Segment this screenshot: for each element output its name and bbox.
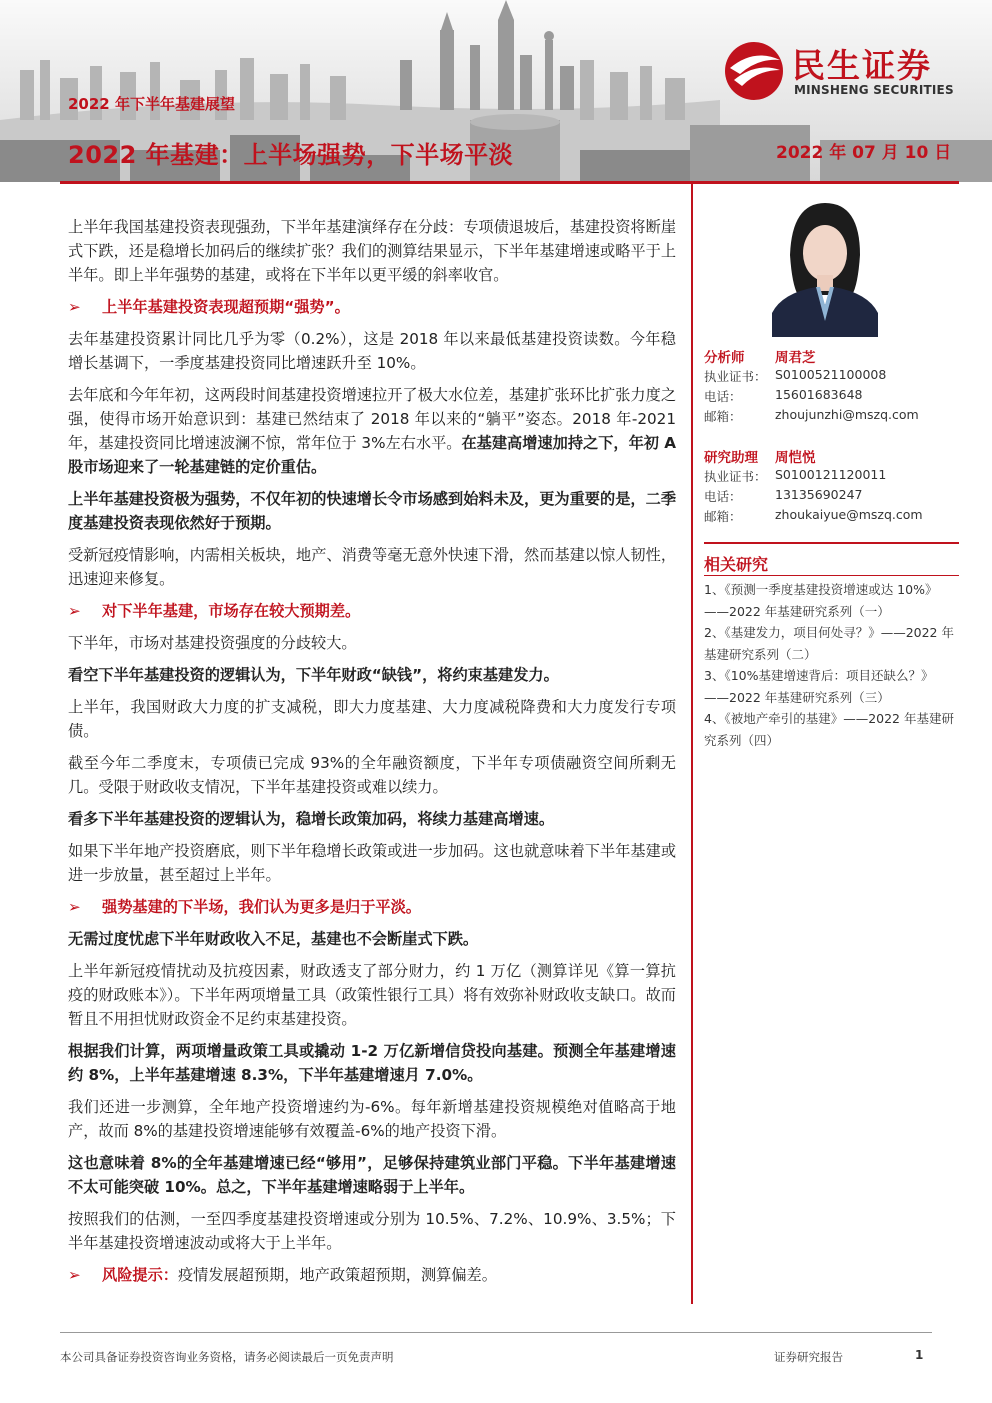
assistant-name: 周恺悦 (775, 450, 816, 466)
phone-number: 15601683648 (775, 387, 863, 402)
summary-body (68, 215, 676, 1287)
arrow-bullet-icon: ➢ (68, 898, 81, 916)
arrow-bullet-icon: ➢ (68, 602, 81, 620)
phone-label: 电话： (704, 489, 742, 504)
risk-label: 风险提示： (102, 1266, 178, 1284)
header-divider-right (692, 181, 959, 184)
arrow-bullet-icon: ➢ (68, 1266, 81, 1284)
email-label: 邮箱： (704, 509, 742, 524)
paragraph-bold: 根据我们计算，两项增量政策工具或撬动 1-2 万亿新增信贷投向基建。预测全年基建增速约 8%，上半年基建增速 8.3%，下半年基建增速月 7.0%。 (68, 1042, 676, 1084)
footer-divider (60, 1332, 932, 1333)
cert-number: S0100521100008 (775, 367, 887, 382)
logo-chinese-name: 民生证券 (792, 46, 932, 85)
analyst-name: 周君芝 (775, 350, 816, 366)
related-divider (704, 575, 959, 576)
page-number: 1 (915, 1348, 924, 1362)
email-link[interactable]: zhoujunzhi@mszq.com (775, 407, 919, 422)
paragraph: 截至今年二季度末，专项债已完成 93%的全年融资额度，下半年专项债融资空间所剩无几。受限于财政收支情况，下半年基建投资或难以续力。 (68, 754, 676, 796)
email-label: 邮箱： (704, 409, 742, 424)
paragraph: 受新冠疫情影响，内需相关板块，地产、消费等毫无意外快速下滑，然而基建以惊人韧性，迅速迎来修复。 (68, 546, 676, 588)
arrow-bullet-icon: ➢ (68, 298, 81, 316)
phone-label: 电话： (704, 389, 742, 404)
paragraph-bold: 这也意味着 8%的全年基建增速已经“够用”，足够保持建筑业部门平稳。下半年基建增速不太可能突破 10%。总之，下半年基建增速略弱于上半年。 (68, 1154, 676, 1196)
paragraph: 上半年新冠疫情扰动及抗疫因素，财政透支了部分财力，约 1 万亿（测算详见《算一算抗疫的财政账本》）。下半年两项增量工具（政策性银行工具）将有效弥补财政收支缺口。故而暂且不用担忧财政资金不足约束基建投资。 (68, 962, 676, 1028)
column-divider (691, 184, 693, 1304)
analyst-role: 分析师 (704, 350, 745, 366)
related-research-title: 相关研究 (704, 555, 769, 574)
related-research-list (704, 579, 956, 751)
paragraph: 上半年我国基建投资表现强劲，下半年基建演绎存在分歧：专项债退坡后，基建投资将断崖式下跌，还是稳增长加码后的继续扩张？我们的测算结果显示，下半年基建增速或略平于上半年。即上半年强势的基建，或将在下半年以更平缓的斜率收官。 (68, 218, 676, 284)
paragraph: 我们还进一步测算，全年地产投资增速约为-6%。每年新增基建投资规模绝对值略高于地产，故而 8%的基建投资增速能够有效覆盖-6%的地产投资下滑。 (68, 1098, 676, 1140)
cert-number: S0100121120011 (775, 467, 887, 482)
report-date: 2022 年 07 月 10 日 (776, 143, 952, 163)
related-item[interactable]: 4、《被地产牵引的基建》——2022 年基建研究系列（四） (704, 711, 954, 748)
risk-warning: ➢ 风险提示：疫情发展超预期，地产政策超预期，测算偏差。 (68, 1263, 676, 1287)
related-item[interactable]: 3、《10%基建增速背后：项目还缺么？》——2022 年基建研究系列（三） (704, 668, 934, 705)
sidebar-divider (704, 542, 959, 544)
paragraph: 如果下半年地产投资磨底，则下半年稳增长政策或进一步加码。这也就意味着下半年基建或进一步放量，甚至超过上半年。 (68, 842, 676, 884)
paragraph-bold: 看多下半年基建投资的逻辑认为，稳增长政策加码，将续力基建高增速。 (68, 810, 554, 828)
paragraph-bold: 看空下半年基建投资的逻辑认为，下半年财政“缺钱”，将约束基建发力。 (68, 666, 559, 684)
phone-number: 13135690247 (775, 487, 863, 502)
footer-report-type: 证券研究报告 (774, 1350, 843, 1364)
paragraph: 下半年，市场对基建投资强度的分歧较大。 (68, 634, 357, 652)
related-item[interactable]: 1、《预测一季度基建投资增速或达 10%》——2022 年基建研究系列（一） (704, 582, 938, 619)
section-heading-3: ➢ 强势基建的下半场，我们认为更多是归于平淡。 (68, 895, 676, 919)
paragraph: 去年底和今年年初，这两段时间基建投资增速拉开了极大水位差，基建扩张环比扩张力度之强，使得市场开始意识到：基建已然结束了 2018 年以来的“躺平”姿态。2018 年-2021 年，基建投资同比增速波澜不惊，常年位于 3%左右水平。在基建高增速加持之下，年初 A 股市场迎来了一轮基建链的定价重估。 (68, 386, 676, 476)
section-heading-1: ➢ 上半年基建投资表现超预期“强势”。 (68, 295, 676, 319)
paragraph-bold: 无需过度忧虑下半年财政收入不足，基建也不会断崖式下跌。 (68, 930, 479, 948)
logo-english-name: MINSHENG SECURITIES (794, 83, 954, 97)
related-item[interactable]: 2、《基建发力，项目何处寻？》——2022 年基建研究系列（二） (704, 625, 954, 662)
email-link[interactable]: zhoukaiyue@mszq.com (775, 507, 923, 522)
assistant-role: 研究助理 (704, 450, 758, 466)
paragraph-bold: 上半年基建投资极为强势，不仅年初的快速增长令市场感到始料未及，更为重要的是，二季度基建投资表现依然好于预期。 (68, 490, 676, 532)
paragraph: 按照我们的估测，一至四季度基建投资增速或分别为 10.5%、7.2%、10.9%、3.5%；下半年基建投资增速波动或将大于上半年。 (68, 1210, 676, 1252)
cert-label: 执业证书： (704, 469, 767, 484)
paragraph: 上半年，我国财政大力度的扩支减税，即大力度基建、大力度减税降费和大力度发行专项债。 (68, 698, 676, 740)
logo-mark-icon (718, 38, 794, 104)
report-title: 2022 年基建：上半场强势，下半场平淡 (68, 141, 514, 169)
cert-label: 执业证书： (704, 369, 767, 384)
analyst-photo (772, 195, 878, 337)
report-series: 2022 年下半年基建展望 (68, 95, 235, 113)
footer-disclaimer: 本公司具备证券投资咨询业务资格，请务必阅读最后一页免责声明 (60, 1350, 394, 1364)
header-divider (60, 181, 692, 184)
section-heading-2: ➢ 对下半年基建，市场存在较大预期差。 (68, 599, 676, 623)
paragraph: 去年基建投资累计同比几乎为零（0.2%），这是 2018 年以来最低基建投资读数。今年稳增长基调下，一季度基建投资同比增速跃升至 10%。 (68, 330, 676, 372)
